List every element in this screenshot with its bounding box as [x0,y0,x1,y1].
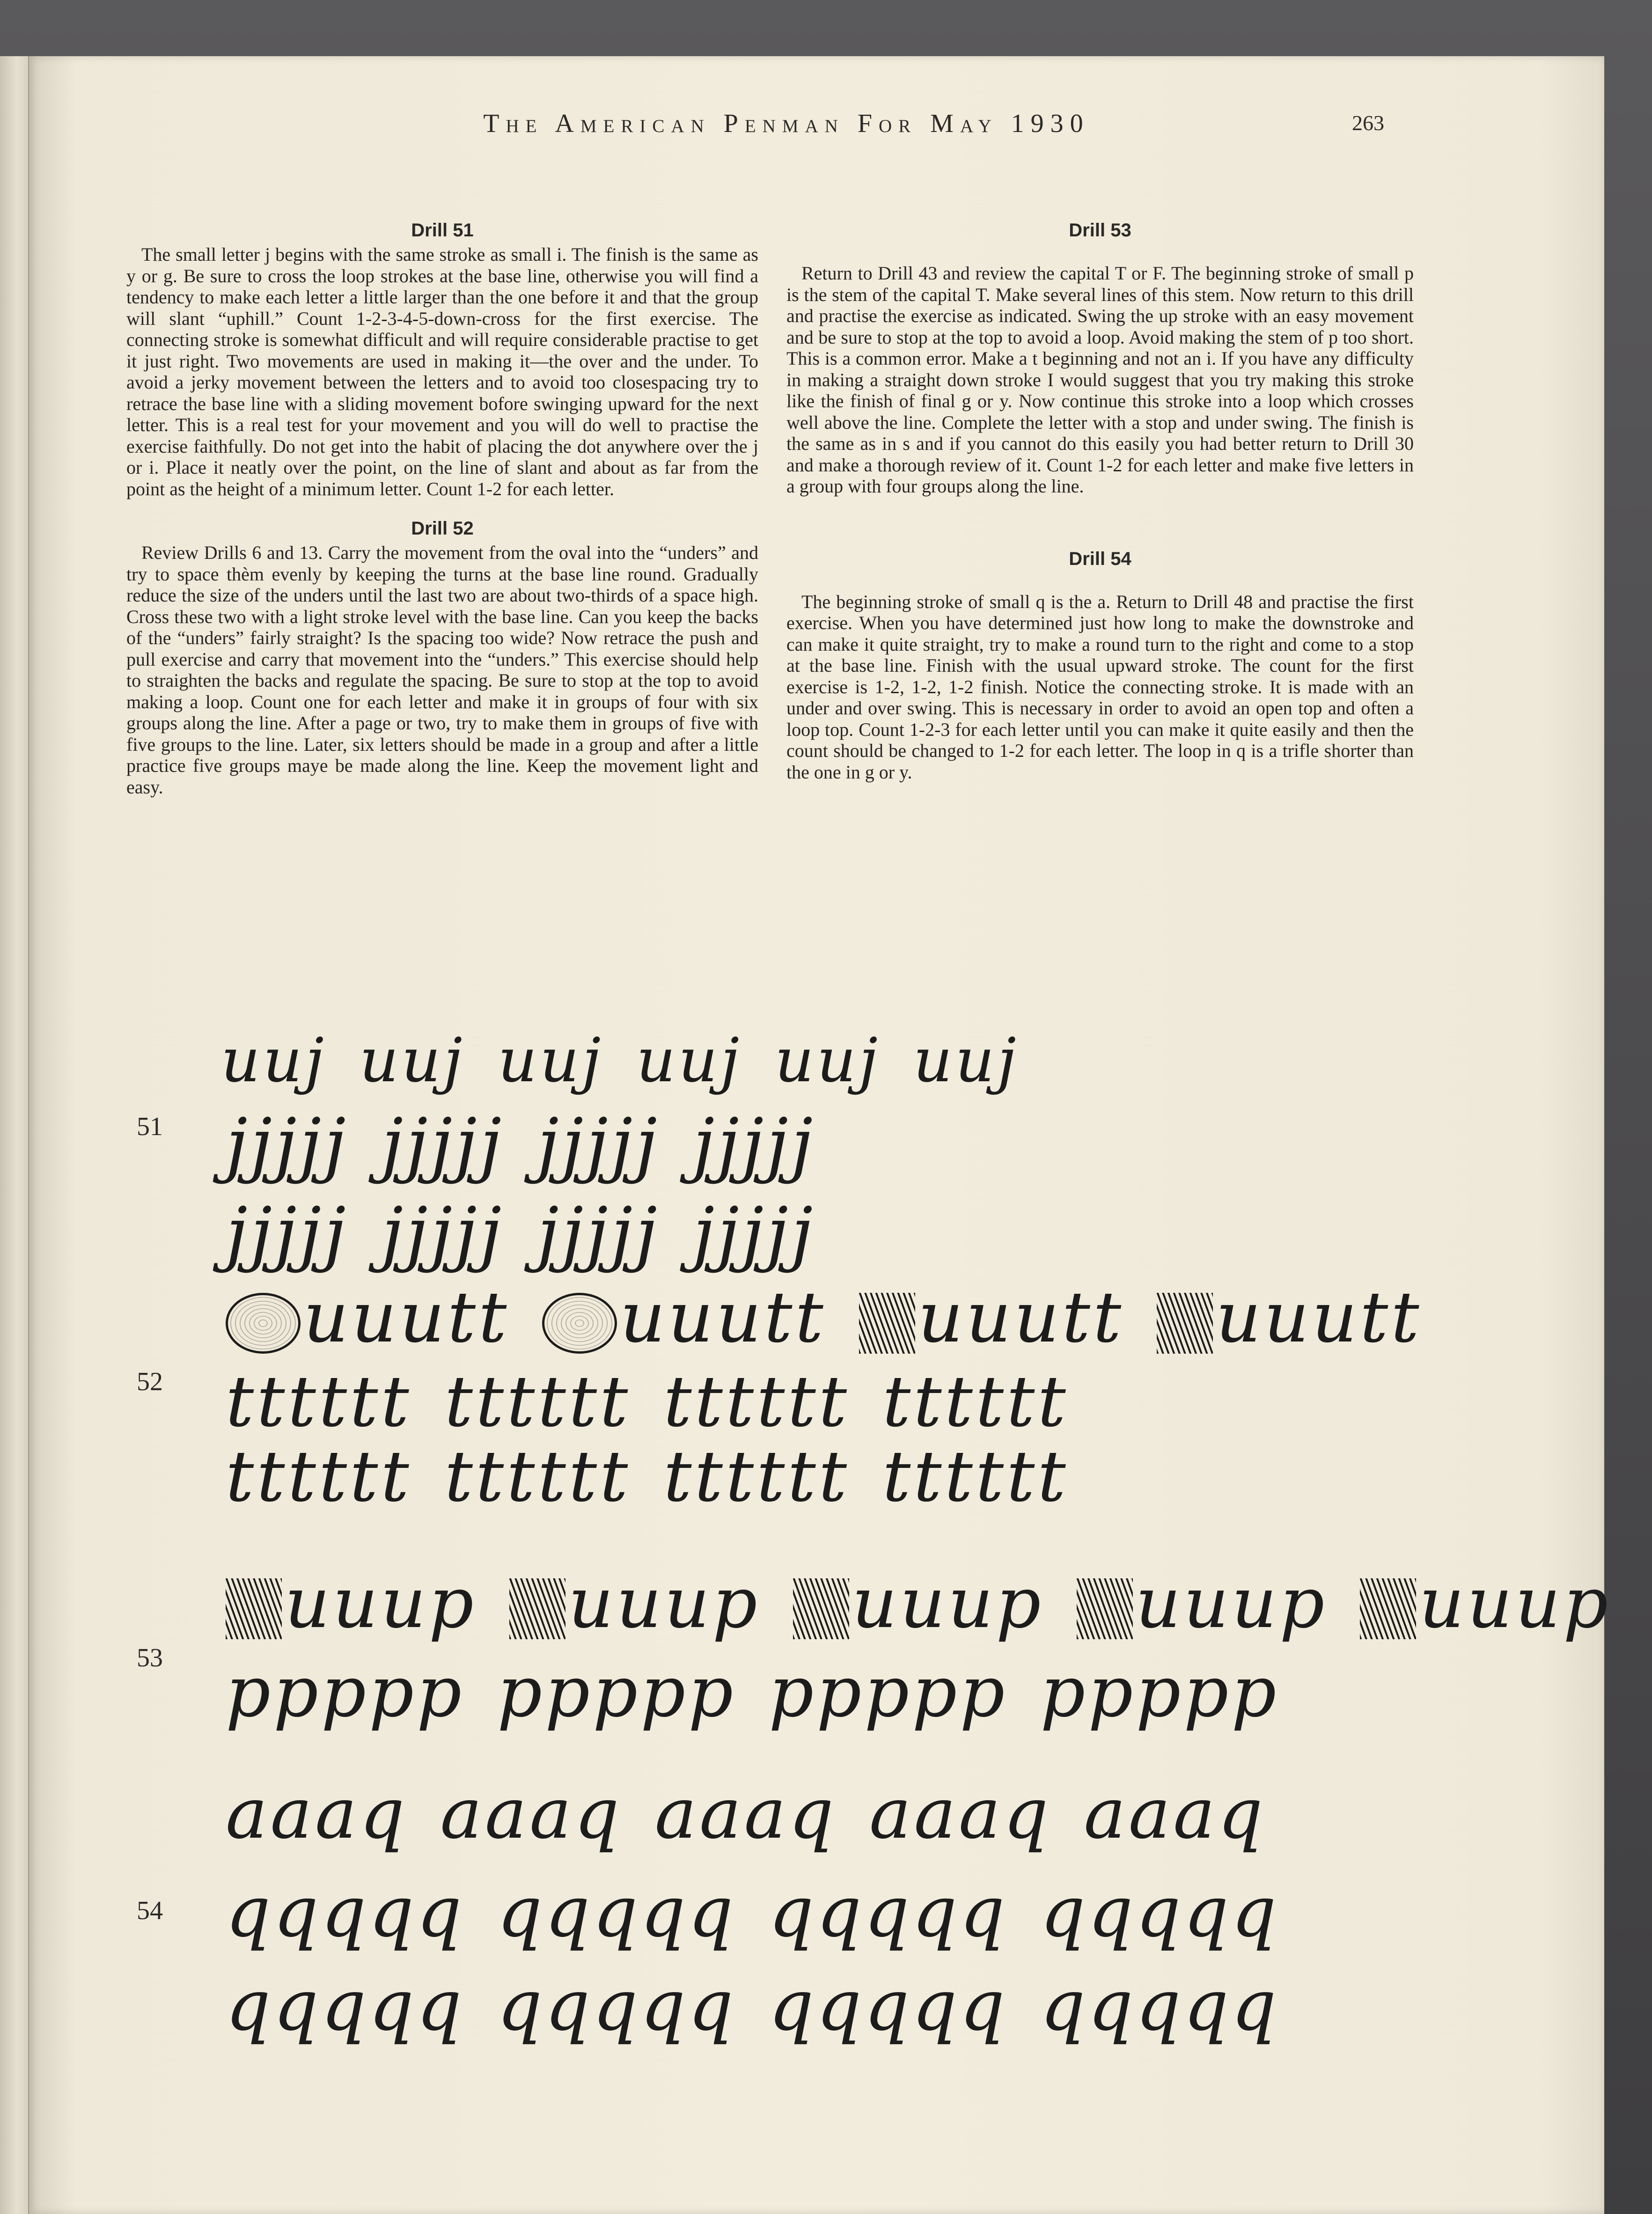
oval-drill-icon [226,1293,301,1354]
script-letters: uuup [285,1562,477,1644]
script-group: jjjjj [537,1193,660,1274]
script-group [1077,1562,1328,1644]
script-group [509,1562,760,1644]
script-group: jjjjj [692,1193,816,1274]
magazine-page [29,56,1611,2214]
script-group [1360,1562,1611,1644]
script-group: qqqqq [1040,1871,1279,1953]
specimen-52-row-1 [226,1277,1443,1358]
script-group: ppppp [226,1651,465,1733]
push-pull-drill-icon [1360,1578,1416,1639]
script-letters: uuutt [620,1277,826,1358]
drill-51-heading: Drill 51 [411,220,474,241]
specimen-51-row-2 [226,1104,1443,1185]
push-pull-drill-icon [1157,1293,1213,1354]
script-group [542,1277,826,1358]
script-group: qqqqq [497,1871,736,1953]
script-group: jjjjj [381,1104,505,1185]
script-group: qqqqq [497,1965,736,2046]
specimen-54-row-3 [226,1965,1443,2046]
script-group: qqqqq [769,1871,1008,1953]
script-group: aaaq [440,1773,622,1855]
script-letters: uuutt [1216,1277,1422,1358]
script-group: aaaq [869,1773,1051,1855]
specimen-label-53: 53 [137,1643,163,1672]
script-letters: uuup [1135,1562,1328,1644]
script-group: tttttt [882,1361,1069,1443]
drill-51-text: The small letter j begins with the same stroke as small i. The finish is the same as y or g. Be sure to cross the loop strokes at the base line, otherwise you will find a tendency to make each letter a little larger than the one before it and that the group will slant “uphill.” Count 1-2-3-4-5-down-cross for the first exercise. The connecting stroke is somewhat difficult and will require considerable practise to get it just right. Two movements are used in making it—the over and the under. To avoid a jerky movement between the letters and to avoid too closespacing try to retrace the base line with a sliding movement bofore swinging upward for the next letter. This is a real test for your movement and you will do well to practise the exercise faithfully. Do not get into the habit of placing the dot anywhere over the j or i. Place it neatly over the point, on the line of slant and about as far from the point as the height of a minimum letter. Count 1-2 for each letter. [126,244,758,499]
script-group: uuj [359,1025,465,1096]
page-number: 263 [1352,111,1384,135]
script-group: aaaq [1084,1773,1266,1855]
script-group: ppppp [1040,1651,1279,1733]
drill-54-text: The beginning stroke of small q is the a. Return to Drill 48 and practise the first exercise. When you have determined just how long to make the downstroke and can make it quite straight, try to make a round turn to the right and come to a stop at the base line. Finish with the usual upward stroke. The count for the first exercise is 1-2, 1-2, 1-2 finish. Notice the connecting stroke. It is made with an under and over swing. This is necessary in order to avoid an open top and often a loop top. Count 1-2-3 for each letter until you can make it quite easily and then the count should be changed to 1-2 for each letter. The loop in q is a trifle shorter than the one in g or y. [786,591,1414,783]
script-group: ppppp [497,1651,736,1733]
script-letters: uuutt [303,1277,510,1358]
script-group: tttttt [882,1436,1069,1518]
script-group: uuj [636,1025,742,1096]
script-group: aaaq [226,1773,408,1855]
oval-drill-icon [542,1293,617,1354]
push-pull-drill-icon [226,1578,282,1639]
facing-page-edge [0,56,29,2214]
specimen-54-row-1 [226,1773,1443,1855]
script-group: jjjjj [381,1193,505,1274]
script-letters: uuup [852,1562,1044,1644]
specimen-51-row-3 [226,1193,1443,1274]
script-group: qqqqq [226,1871,465,1953]
specimen-label-54: 54 [137,1896,163,1925]
script-letters: uuup [568,1562,760,1644]
script-group: tttttt [444,1436,631,1518]
script-group: tttttt [226,1436,412,1518]
right-column [786,220,1414,783]
script-group [793,1562,1044,1644]
script-group: uuj [913,1025,1019,1096]
push-pull-drill-icon [509,1578,565,1639]
script-group: qqqqq [769,1965,1008,2046]
drill-53-heading: Drill 53 [1069,220,1131,241]
script-group: aaaq [654,1773,837,1855]
script-group [1157,1277,1422,1358]
running-title: The American Penman For May 1930 [483,109,1090,138]
script-group: jjjjj [537,1104,660,1185]
specimen-51-row-1 [221,1025,1438,1096]
script-group: qqqqq [1040,1965,1279,2046]
drill-52-text: Review Drills 6 and 13. Carry the movement from the oval into the “unders” and try to space thèm evenly by keeping the turns at the base line round. Gradually reduce the size of the unders until the last two are about two-thirds of a space high. Cross these two with a light stroke level with the base line. Can you keep the backs of the “unders” fairly straight? Is the spacing too wide? Now retrace the push and pull exercise and carry that movement into the “unders.” This exercise should help to straighten the backs and regulate the spacing. Be sure to stop at the top to avoid making a loop. Count one for each letter and make it in groups of four with six groups along the line. After a page or two, try to make them in groups of five with five groups to the line. Later, six letters should be made in a group and after a little practice five groups maye be made along the line. Keep the movement light and easy. [126,542,758,798]
script-group [859,1277,1124,1358]
drill-52-heading: Drill 52 [411,518,474,539]
script-letters: uuup [1419,1562,1611,1644]
script-group [226,1277,510,1358]
script-group: uuj [498,1025,604,1096]
specimen-54-row-2 [226,1871,1443,1953]
left-column [126,220,758,798]
push-pull-drill-icon [1077,1578,1133,1639]
script-group: uuj [221,1025,327,1096]
script-letters: uuutt [918,1277,1124,1358]
script-group: jjjjj [226,1104,349,1185]
script-group: jjjjj [692,1104,816,1185]
script-group: ppppp [769,1651,1008,1733]
specimen-label-51: 51 [137,1112,163,1141]
drill-54-heading: Drill 54 [1069,548,1131,569]
specimen-52-row-3 [226,1436,1443,1518]
script-group: uuj [775,1025,881,1096]
push-pull-drill-icon [859,1293,915,1354]
specimen-53-row-2 [226,1651,1443,1733]
specimen-label-52: 52 [137,1367,163,1396]
drill-53-text: Return to Drill 43 and review the capital T or F. The beginning stroke of small p is the stem of the capital T. Make several lines of this stem. Now return to this drill and practise the exercise as indicated. Swing the up stroke with an easy movement and be sure to stop at the top to avoid a loop. Avoid making the stem of p too short. This is a common error. Make a t beginning and not an i. If you have any difficulty in making a straight down stroke I would suggest that you try making this stroke like the finish of final g or y. Now continue this stroke into a loop which crosses well above the line. Complete the letter with a stop and under swing. The finish is the same as in s and if you cannot do this easily you had better return to Drill 30 and make a thorough review of it. Count 1-2 for each letter and make five letters in a group with four groups along the line. [786,263,1414,497]
script-group: tttttt [663,1361,850,1443]
specimen-53-row-1 [226,1562,1611,1644]
script-group: jjjjj [226,1193,349,1274]
script-group: tttttt [663,1436,850,1518]
script-group: tttttt [226,1361,412,1443]
specimen-52-row-2 [226,1361,1443,1443]
script-group: tttttt [444,1361,631,1443]
script-group [226,1562,477,1644]
push-pull-drill-icon [793,1578,849,1639]
script-group: qqqqq [226,1965,465,2046]
